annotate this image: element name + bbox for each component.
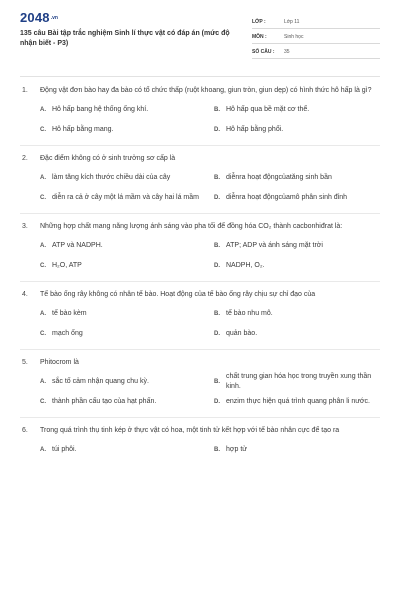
answer-option[interactable] <box>212 120 380 140</box>
option-letter: A. <box>40 242 46 249</box>
answer-option[interactable] <box>212 304 380 324</box>
question-stem <box>20 153 380 164</box>
question-text: Đặc điểm không có ở sinh trưởng sơ cấp là <box>40 155 176 162</box>
meta-info <box>252 10 380 66</box>
question-number: 4. <box>22 291 28 298</box>
meta-label: SỐ CÂU : <box>252 49 275 55</box>
question-divider <box>20 349 380 350</box>
option-letter: C. <box>40 194 46 201</box>
answer-option[interactable] <box>38 372 206 392</box>
question-stem <box>20 425 380 436</box>
answer-options <box>20 304 380 344</box>
answer-option[interactable] <box>212 188 380 208</box>
question-divider <box>20 417 380 418</box>
option-letter: D. <box>214 262 220 269</box>
question-number: 1. <box>22 87 28 94</box>
option-letter: B. <box>214 106 220 113</box>
question-stem <box>20 221 380 232</box>
answer-option[interactable] <box>38 100 206 120</box>
option-letter: A. <box>40 378 46 385</box>
answer-option[interactable] <box>38 304 206 324</box>
option-text: ATP và NADPH. <box>52 242 103 249</box>
meta-row-subject <box>252 31 380 44</box>
meta-label: MÔN : <box>252 34 267 40</box>
option-text: diễn ra cả ở cây một lá mầm và cây hai lá mầm <box>52 194 199 201</box>
question-number: 3. <box>22 223 28 230</box>
answer-option[interactable] <box>38 188 206 208</box>
option-text: quản bào. <box>226 330 258 337</box>
answer-option[interactable] <box>212 168 380 188</box>
answer-option[interactable] <box>38 392 206 412</box>
meta-value: 35 <box>284 49 290 55</box>
answer-option[interactable] <box>38 324 206 344</box>
question-text: Những hợp chất mang năng lượng ánh sáng vào pha tối để đồng hóa CO₂ thành cacbonhiđrat là: <box>40 223 343 230</box>
option-text: chất trung gian hóa học trong truyền xung thần kinh. <box>226 373 372 390</box>
option-letter: C. <box>40 330 46 337</box>
answer-option[interactable] <box>212 100 380 120</box>
option-letter: D. <box>214 194 220 201</box>
answer-option[interactable] <box>212 256 380 276</box>
option-text: tế bào kèm <box>52 310 87 317</box>
option-letter: D. <box>214 398 220 405</box>
option-text: diễnra hoạt độngcủatăng sinh bần <box>226 174 332 181</box>
answer-options <box>20 168 380 208</box>
option-letter: A. <box>40 310 46 317</box>
option-letter: A. <box>40 106 46 113</box>
meta-value: Sinh học <box>284 34 304 40</box>
question-number: 5. <box>22 359 28 366</box>
option-letter: B. <box>214 242 220 249</box>
option-letter: C. <box>40 262 46 269</box>
option-text: Hô hấp bang hệ thống ống khí. <box>52 106 149 113</box>
answer-options <box>20 440 380 460</box>
answer-options <box>20 236 380 276</box>
question-stem <box>20 357 380 368</box>
option-text: thành phần cấu tạo của hạt phấn. <box>52 398 157 405</box>
answer-option[interactable] <box>38 120 206 140</box>
option-text: Hô hấp bằng mang. <box>52 126 114 133</box>
option-letter: D. <box>214 330 220 337</box>
answer-option[interactable] <box>212 440 380 460</box>
option-text: Hô hấp qua bề mặt cơ thể. <box>226 106 310 113</box>
logo-suffix: .vn <box>50 15 58 21</box>
logo-main-text: 2048 <box>20 10 50 25</box>
question-text: Phitocrom là <box>40 359 79 366</box>
option-text: diễnra hoạt độngcủamô phân sinh đỉnh <box>226 194 348 201</box>
question-item <box>20 289 380 344</box>
site-logo[interactable] <box>20 10 230 26</box>
header-left <box>20 10 230 66</box>
meta-row-grade <box>252 16 380 29</box>
option-text: NADPH, O₂. <box>226 262 265 269</box>
option-letter: B. <box>214 310 220 317</box>
question-number: 6. <box>22 427 28 434</box>
question-item <box>20 425 380 460</box>
question-text: Trong quá trình thụ tinh kép ở thực vật có hoa, một tinh tử kết hợp với tế bào nhân cực để tạo ra <box>40 427 340 434</box>
option-letter: A. <box>40 446 46 453</box>
option-letter: B. <box>214 446 220 453</box>
option-text: hợp tử <box>226 446 247 453</box>
option-text: Hô hấp bằng phổi. <box>226 126 284 133</box>
question-item <box>20 357 380 412</box>
option-text: sắc tố cảm nhận quang chu kỳ. <box>52 378 149 385</box>
question-divider <box>20 281 380 282</box>
option-letter: C. <box>40 398 46 405</box>
answer-option[interactable] <box>38 236 206 256</box>
question-list <box>20 85 380 460</box>
question-text: Động vật đơn bào hay đa bào có tổ chức thấp (ruột khoang, giun tròn, giun dẹp) có hình thức hô hấp là gì? <box>40 87 372 94</box>
header-divider <box>20 76 380 77</box>
question-item <box>20 153 380 208</box>
page-title: 135 câu Bài tập trắc nghiệm Sinh lí thực vật có đáp án (mức độ nhận biết - P3) <box>20 30 230 47</box>
answer-option[interactable] <box>212 236 380 256</box>
option-text: mạch ống <box>52 330 83 337</box>
option-letter: B. <box>214 174 220 181</box>
meta-label: LỚP : <box>252 19 266 25</box>
option-letter: A. <box>40 174 46 181</box>
answer-option[interactable] <box>212 392 380 412</box>
answer-option[interactable] <box>38 168 206 188</box>
answer-options <box>20 372 380 412</box>
answer-option[interactable] <box>212 372 380 392</box>
question-stem <box>20 85 380 96</box>
question-item <box>20 85 380 140</box>
answer-option[interactable] <box>38 440 206 460</box>
question-number: 2. <box>22 155 28 162</box>
option-letter: B. <box>214 378 220 385</box>
question-text: Tế bào ống rây không có nhân tế bào. Hoạt động của tế bào ống rây chịu sự chỉ đạo của <box>40 291 316 298</box>
question-divider <box>20 145 380 146</box>
option-text: túi phôi. <box>52 446 77 453</box>
option-text: enzim thực hiện quá trình quang phân li nước. <box>226 398 370 405</box>
answer-option[interactable] <box>38 256 206 276</box>
question-stem <box>20 289 380 300</box>
question-divider <box>20 213 380 214</box>
option-letter: D. <box>214 126 220 133</box>
option-text: tế bào nhu mô. <box>226 310 273 317</box>
question-item <box>20 221 380 276</box>
option-letter: C. <box>40 126 46 133</box>
answer-option[interactable] <box>212 324 380 344</box>
meta-row-count <box>252 46 380 59</box>
meta-value: Lớp 11 <box>284 19 300 25</box>
option-text: ATP; ADP và ánh sáng mặt trời <box>226 242 323 249</box>
answer-options <box>20 100 380 140</box>
option-text: H₂O, ATP <box>52 262 82 269</box>
page-header <box>20 10 380 66</box>
option-text: làm tăng kích thước chiều dài của cây <box>52 174 171 181</box>
